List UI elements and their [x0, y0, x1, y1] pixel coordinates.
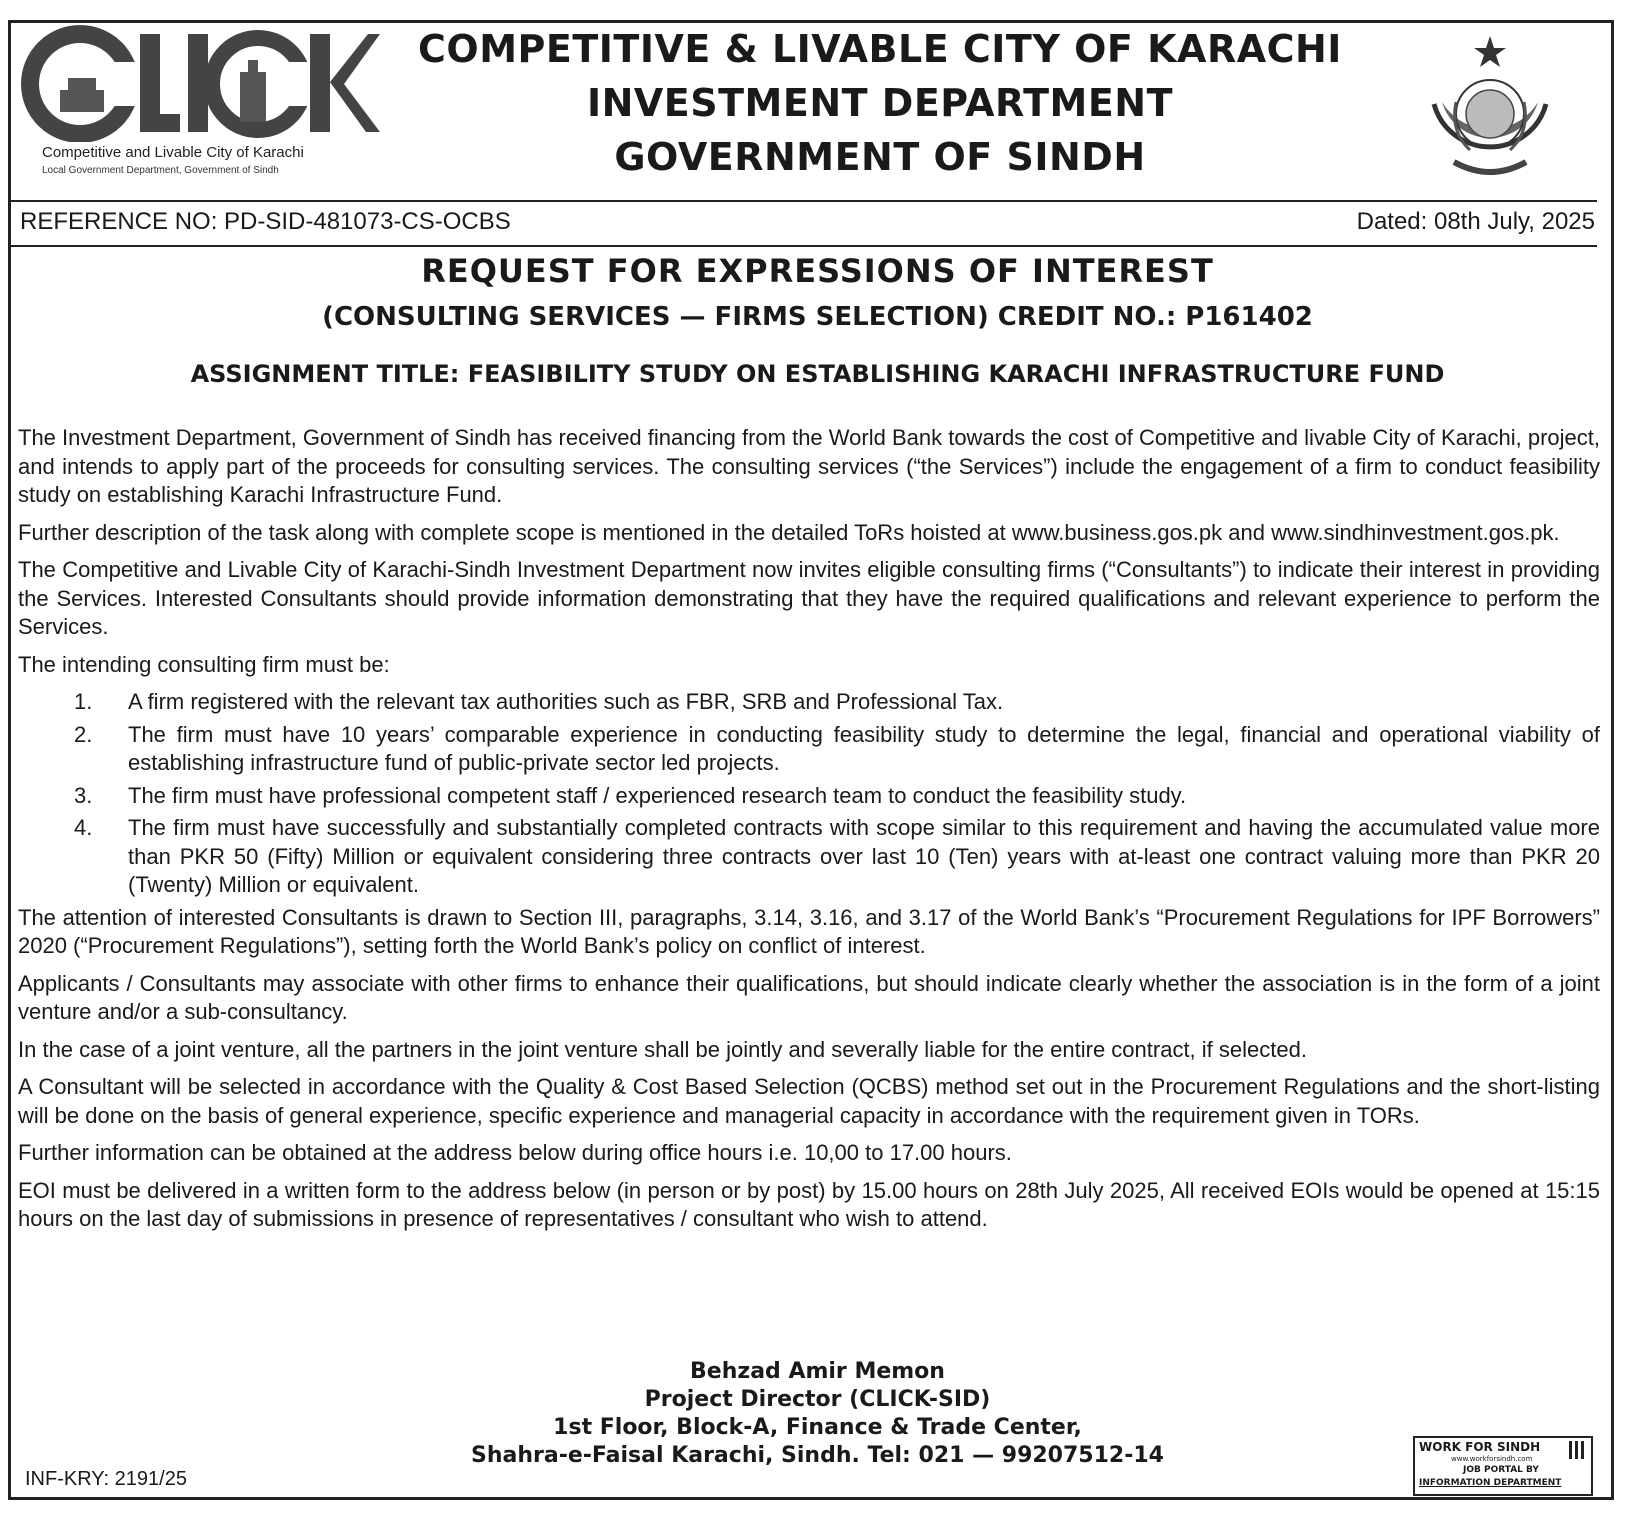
header-divider [10, 200, 1597, 202]
department-header [400, 22, 1360, 184]
click-logo [20, 22, 380, 182]
assignment-value: FEASIBILITY STUDY ON ESTABLISHING KARACHI INFRASTRUCTURE FUND [467, 360, 1445, 388]
list-item [18, 814, 1600, 900]
notice-subtitle: (CONSULTING SERVICES — FIRMS SELECTION) CREDIT NO.: P161402 [322, 302, 1313, 332]
list-item [18, 688, 1600, 717]
list-item [18, 782, 1600, 811]
list-item-text: The firm must have professional competent staff / experienced research team to conduct the feasibility study. [128, 782, 1187, 808]
requirements-list [18, 688, 1600, 900]
notice-date: Dated: 08th July, 2025 [1356, 208, 1595, 235]
signature-block [0, 1358, 1635, 1470]
list-item-number: 1. [74, 689, 93, 714]
qr-code-icon [1569, 1441, 1587, 1459]
signatory-designation: Project Director (CLICK-SID) [644, 1387, 991, 1412]
reference-divider [10, 245, 1597, 247]
paragraph-requirements-intro: The intending consulting firm must be: [18, 651, 390, 677]
paragraph-financing: The Investment Department, Government of Sindh has received financing from the World Bank towards the cost of Competitive and livable City of Karachi, project, and intends to apply part of the proceeds for consulting services. The consulting services (“the Services”) include the engagement of a firm to conduct feasibility study on establishing Karachi Infrastructure Fund. [18, 425, 1600, 507]
header-line-1: COMPETITIVE & LIVABLE CITY OF KARACHI [418, 27, 1342, 71]
work-for-sindh-badge [1413, 1436, 1593, 1496]
notice-body [18, 424, 1600, 1243]
paragraph-tors: Further description of the task along with complete scope is mentioned in the detailed ToRs hoisted at www.business.gos.pk and www.sindhinvestment.gos.pk. [18, 519, 1560, 545]
list-item-number: 4. [74, 815, 93, 840]
logo-subtitle: Competitive and Livable City of Karachi [42, 144, 304, 161]
paragraph-association: Applicants / Consultants may associate with other firms to enhance their qualifications, but should indicate clearly whether the association is in the form of a joint venture and/or a sub-consultancy. [18, 970, 1600, 1024]
header-line-2: INVESTMENT DEPARTMENT [586, 81, 1174, 125]
notice-title: REQUEST FOR EXPRESSIONS OF INTEREST [421, 252, 1214, 290]
logo-subtitle-small: Local Government Department, Government of Sindh [42, 165, 279, 176]
list-item-text: The firm must have successfully and substantially completed contracts with scope similar to this requirement and having the accumulated value more than PKR 50 (Fifty) Million or equivalent considering three contracts over last 10 (Ten) years with at-least one contract valuing more than PKR 20 (Twenty) Million or equivalent. [128, 815, 1600, 897]
badge-line-1: JOB PORTAL BY [1463, 1465, 1539, 1475]
assignment-label: ASSIGNMENT TITLE: [190, 360, 460, 388]
paragraph-selection-method: A Consultant will be selected in accordance with the Quality & Cost Based Selection (QCBS) method set out in the Procurement Regulations and the short-listing will be done on the basis of general experience, specific experience and managerial capacity in accordance with the requirement given in TORs. [18, 1074, 1600, 1128]
paragraph-joint-venture: In the case of a joint venture, all the partners in the joint venture shall be jointly and severally liable for the entire contract, if selected. [18, 1036, 1307, 1062]
badge-url: www.workforsindh.com [1451, 1455, 1533, 1463]
paragraph-submission: EOI must be delivered in a written form to the address below (in person or by post) by 15.00 hours on 28th July 2025, All received EOIs would be opened at 15:15 hours on the last day of submissions in presence of representatives / consultant who wish to attend. [18, 1177, 1600, 1231]
list-item-number: 2. [74, 721, 93, 747]
list-item-text: A firm registered with the relevant tax authorities such as FBR, SRB and Professional Tax. [128, 689, 1004, 714]
paragraph-conflict-of-interest: The attention of interested Consultants is drawn to Section III, paragraphs, 3.14, 3.16, and 3.17 of the World Bank’s “Procurement Regulations for IPF Borrowers” 2020 (“Procurement Regulations”), setting forth the World Bank’s policy on conflict of interest. [18, 904, 1600, 958]
inf-code: INF-KRY: 2191/25 [25, 1468, 187, 1490]
badge-title: WORK FOR SINDH [1419, 1440, 1541, 1454]
list-item-number: 3. [74, 782, 93, 808]
badge-line-2: INFORMATION DEPARTMENT [1419, 1478, 1562, 1488]
list-item-text: The firm must have 10 years’ comparable experience in conducting feasibility study to determine the legal, financial and operational viability of establishing infrastructure fund of public-private sector led projects. [128, 721, 1600, 775]
reference-number: REFERENCE NO: PD-SID-481073-CS-OCBS [20, 208, 511, 235]
address-line-2: Shahra-e-Faisal Karachi, Sindh. Tel: 021 — 99207512-14 [471, 1443, 1164, 1468]
header-line-3: GOVERNMENT OF SINDH [614, 135, 1146, 179]
assignment-title [0, 360, 1635, 388]
paragraph-invitation: The Competitive and Livable City of Karachi-Sindh Investment Department now invites eligible consulting firms (“Consultants”) to indicate their interest in providing the Services. Interested Consultants should provide information demonstrating that they have the required qualifications and relevant experience to perform the Services. [18, 557, 1600, 639]
paragraph-office-hours: Further information can be obtained at the address below during office hours i.e. 10,00 to 17.00 hours. [18, 1140, 1012, 1165]
address-line-1: 1st Floor, Block-A, Finance & Trade Center, [553, 1415, 1082, 1440]
sindh-government-seal-icon [1420, 32, 1560, 192]
list-item [18, 721, 1600, 778]
signatory-name: Behzad Amir Memon [690, 1359, 945, 1384]
click-logo-icon [20, 22, 380, 142]
